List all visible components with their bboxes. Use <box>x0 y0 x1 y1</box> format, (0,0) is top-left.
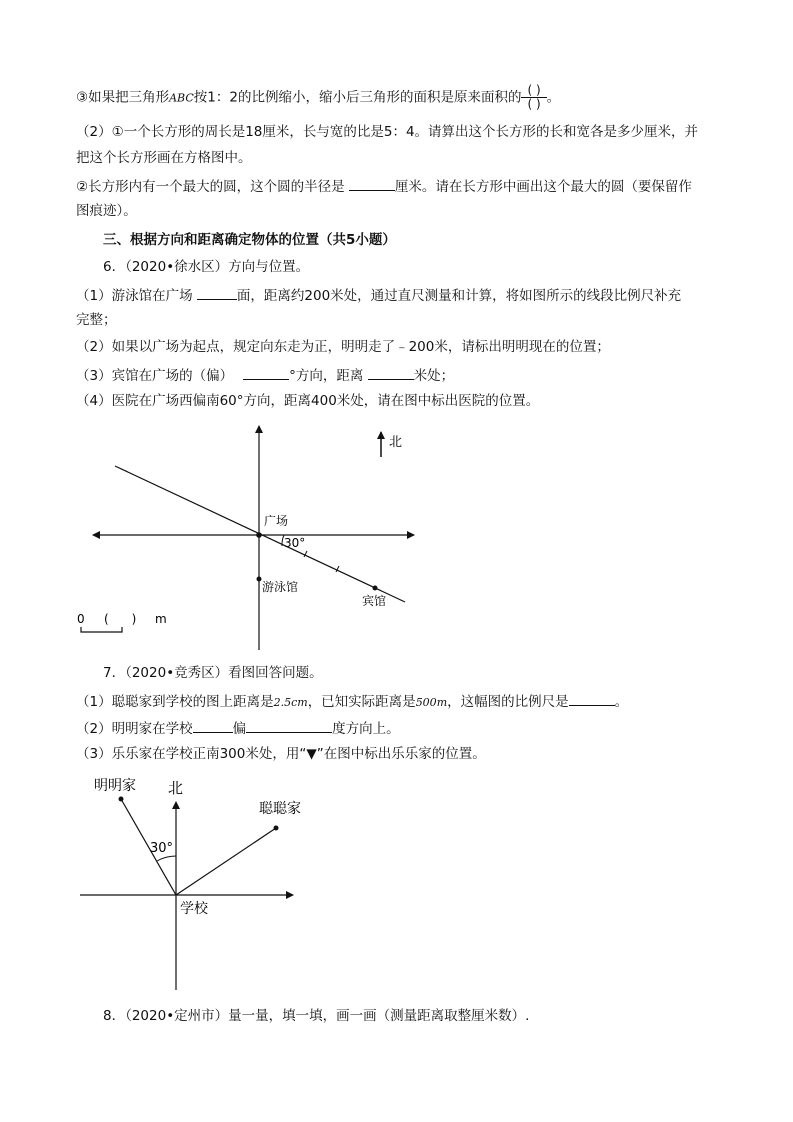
angle-arc <box>157 856 176 861</box>
congcong-ray <box>176 828 276 895</box>
angle-label: 30° <box>150 841 174 856</box>
direction-blank[interactable] <box>197 285 237 300</box>
triangle-label: ABC <box>169 91 194 105</box>
distance-blank[interactable] <box>368 365 414 380</box>
q6-sub2: （2）如果以广场为起点，规定向东走为正，明明走了﹣200米，请标出明明现在的位置； <box>76 339 610 355</box>
scale-bar <box>81 627 122 632</box>
scale-ratio-blank[interactable] <box>569 691 615 706</box>
q8-title: 8．（2020•定州市）量一量，填一填，画一画（测量距离取整厘米数）. <box>103 1008 530 1024</box>
q6-sub4: （4）医院在广场西偏南60°方向，距离400米处，请在图中标出医院的位置。 <box>76 393 540 409</box>
angle-blank[interactable] <box>246 718 332 733</box>
q6-sub1-line1: （1）游泳馆在广场 面，距离约200米处，通过直尺测量和计算，将如图所示的线段比例尺补充 <box>76 285 681 305</box>
pool-point <box>257 577 262 582</box>
square-point <box>256 532 262 538</box>
congcong-label: 聪聪家 <box>259 801 301 817</box>
hotel-point <box>373 586 378 591</box>
q5-part2a-line2: 把这个长方形画在方格图中。 <box>76 150 252 166</box>
pool-label: 游泳馆 <box>262 580 299 594</box>
scale-unit: m <box>155 612 167 626</box>
radius-blank[interactable] <box>349 176 395 191</box>
q5-part2b-line2: 图痕迹）。 <box>76 203 137 219</box>
degree-blank[interactable] <box>243 365 289 380</box>
fraction-blank[interactable]: $\frac{( )}{( )}$ <box>521 84 546 111</box>
q5-part2b-line1: ②长方形内有一个最大的圆，这个圆的半径是 厘米。请在长方形中画出这个最大的圆（要保留作 <box>76 176 692 196</box>
section-heading: 三、根据方向和距离确定物体的位置（共5小题） <box>103 232 396 248</box>
q6-diagram <box>0 410 793 670</box>
school-label: 学校 <box>180 901 208 917</box>
q7-diagram <box>0 770 793 995</box>
square-label: 广场 <box>264 514 289 528</box>
north-label: 北 <box>389 435 403 450</box>
q5-part2a-line1: （2）①一个长方形的周长是18厘米，长与宽的比是5：4。请算出这个长方形的长和宽各是多少厘米，并 <box>76 124 699 140</box>
q7-sub2: （2）明明家在学校 偏 度方向上。 <box>76 718 400 738</box>
q6-title: 6．（2020•徐水区）方向与位置。 <box>103 259 310 275</box>
scale-zero: 0 <box>77 612 85 626</box>
angle-label: 30° <box>284 536 306 550</box>
q7-title: 7．（2020•竞秀区）看图回答问题。 <box>103 665 323 681</box>
direction-blank[interactable] <box>193 718 233 733</box>
congcong-point <box>274 826 279 831</box>
q5-part3: ③如果把三角形ABC按1：2的比例缩小，缩小后三角形的面积是原来面积的 $\frac{( )}{( )}$ 。 <box>76 83 561 111</box>
q6-sub1-line2: 完整； <box>76 312 117 328</box>
mingming-label: 明明家 <box>94 778 136 794</box>
q7-sub3: （3）乐乐家在学校正南300米处，用“▼”在图中标出乐乐家的位置。 <box>76 746 486 762</box>
q7-sub1: （1）聪聪家到学校的图上距离是2.5cm，已知实际距离是500m，这幅图的比例尺是 。 <box>76 691 628 712</box>
scale-paren[interactable]: ( ) <box>104 612 137 626</box>
hotel-label: 宾馆 <box>362 594 387 608</box>
q6-sub3: （3）宾馆在广场的（偏） °方向，距离 米处； <box>76 365 454 385</box>
north-label: 北 <box>168 779 184 797</box>
mingming-point <box>119 797 124 802</box>
